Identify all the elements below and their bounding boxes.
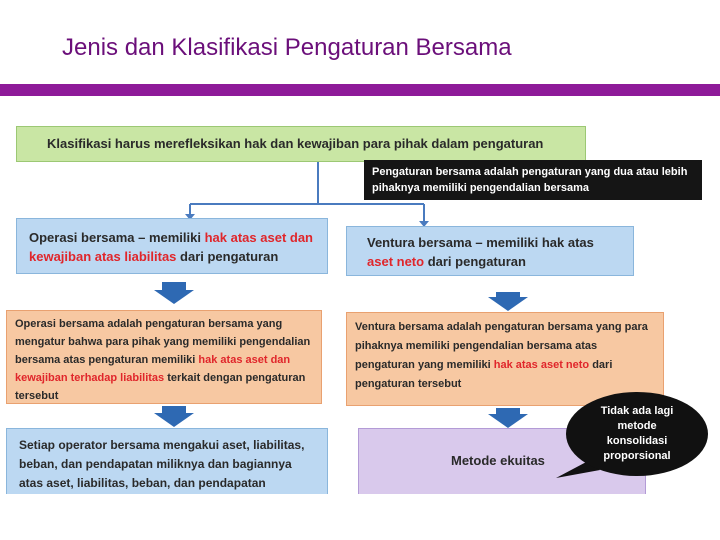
classification-text: Klasifikasi harus merefleksikan hak dan kewajiban para pihak dalam pengaturan bbox=[47, 136, 544, 151]
joint-venture-heading-highlight: aset neto bbox=[367, 254, 425, 269]
joint-operation-definition-lead: Operasi bersama bbox=[15, 318, 105, 330]
joint-arrangement-note-text: Pengaturan bersama adalah pengaturan yang dua atau lebih pihaknya memiliki pengendalian bersama bbox=[372, 166, 688, 194]
page-title: Jenis dan Klasifikasi Pengaturan Bersama bbox=[62, 34, 512, 61]
joint-operation-definition-highlight: hak atas aset dan kewajiban terhadap liabilitas bbox=[15, 354, 291, 384]
joint-venture-heading-text: Ventura bersama – memiliki hak atas bbox=[367, 235, 594, 250]
joint-operation-definition-text: adalah pengaturan bersama yang mengatur bahwa para pihak yang memiliki pengendalian bersama atas pengaturan memiliki bbox=[15, 318, 311, 366]
no-proportional-consolidation-bubble bbox=[566, 392, 708, 476]
joint-venture-definition-highlight: hak atas aset neto bbox=[493, 359, 590, 371]
joint-venture-definition-suffix: dari pengaturan tersebut bbox=[355, 359, 613, 390]
joint-venture-definition-text: adalah pengaturan bersama yang para pihaknya memiliki pengendalian bersama atas pengaturan yang memiliki bbox=[355, 321, 648, 371]
equity-method-text: Metode ekuitas bbox=[451, 453, 545, 468]
joint-operation-result-text: Setiap operator bersama mengakui aset, liabilitas, beban, dan pendapatan miliknya dan bagiannya atas aset, liabilitas, beban, dan pendapatan bbox=[19, 438, 305, 490]
joint-operation-heading-suffix: dari pengaturan bbox=[176, 249, 279, 264]
joint-operation-heading-text: Operasi bersama – memiliki bbox=[29, 230, 205, 245]
joint-operation-definition-suffix: terkait dengan pengaturan tersebut bbox=[15, 372, 306, 402]
joint-operation-heading-highlight: hak atas aset dan kewajiban atas liabilitas bbox=[29, 230, 313, 264]
joint-venture-heading-suffix: dari pengaturan bbox=[424, 254, 526, 269]
bubble-text: Tidak ada lagi metode konsolidasi proporsional bbox=[600, 405, 674, 462]
joint-venture-definition-lead: Ventura bersama bbox=[355, 321, 444, 333]
